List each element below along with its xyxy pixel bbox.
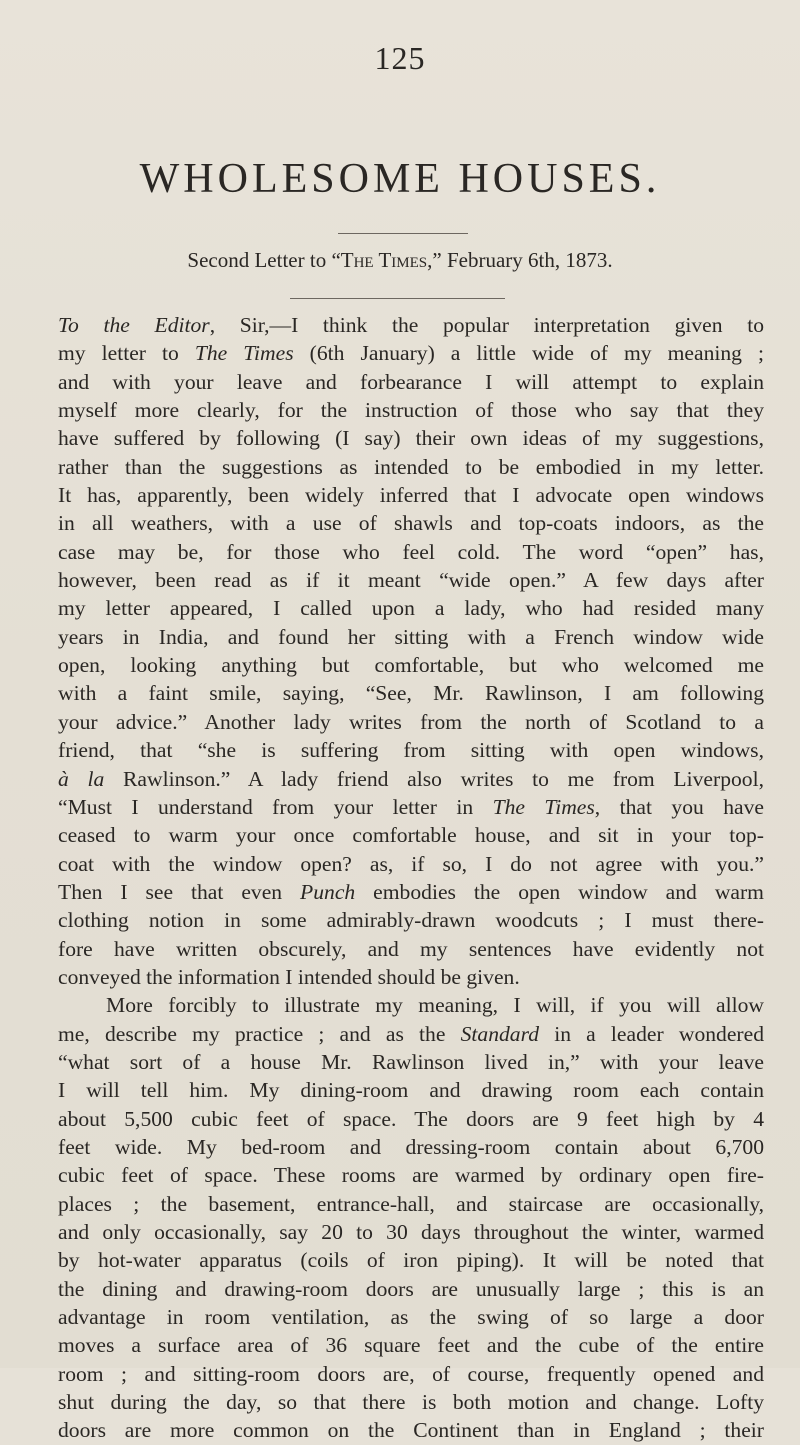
text-line: conveyed the information I intended should be given. xyxy=(58,964,520,989)
letter-subtitle xyxy=(0,248,800,273)
text-line: about 5,500 cubic feet of space. The doors are 9 feet high by 4 xyxy=(58,1106,764,1131)
text-line: doors are more common on the Continent than in England ; their xyxy=(58,1418,764,1443)
text-line: case may be, for those who feel cold. The word “open” has, xyxy=(58,539,764,564)
text-line: More forcibly to illustrate my meaning, I will, if you will allow xyxy=(106,993,764,1018)
text-line: myself more clearly, for the instruction of those who say that they xyxy=(58,398,764,423)
text-line: the dining and drawing-room doors are unusually large ; this is an xyxy=(58,1276,764,1301)
text-line: rather than the suggestions as intended to be embodied in my letter. xyxy=(58,454,764,479)
divider-bottom xyxy=(290,298,505,299)
text-line: years in India, and found her sitting with a French window wide xyxy=(58,624,764,649)
text-line: places ; the basement, entrance-hall, and staircase are occasionally, xyxy=(58,1191,764,1216)
paragraph-1 xyxy=(58,311,764,991)
paragraph-2 xyxy=(58,991,764,1445)
subtitle-prefix: Second Letter to “ xyxy=(187,248,341,272)
text-line: open, looking anything but comfortable, but who welcomed me xyxy=(58,653,764,678)
text-line: coat with the window open? as, if so, I do not agree with you.” xyxy=(58,851,764,876)
text-line: advantage in room ventilation, as the swing of so large a door xyxy=(58,1305,764,1330)
text-line: me, describe my practice ; and as the Standard in a leader wondered xyxy=(58,1021,764,1046)
text-line: with a faint smile, saying, “See, Mr. Rawlinson, I am following xyxy=(58,681,764,706)
text-line: your advice.” Another lady writes from the north of Scotland to a xyxy=(58,709,764,734)
text-line: à la Rawlinson.” A lady friend also writes to me from Liverpool, xyxy=(58,766,764,791)
text-line: shut during the day, so that there is both motion and change. Lofty xyxy=(58,1390,764,1415)
text-line: however, been read as if it meant “wide open.” A few days after xyxy=(58,568,764,593)
text-line: “Must I understand from your letter in The Times, that you have xyxy=(58,794,764,819)
text-line: my letter appeared, I called upon a lady, who had resided many xyxy=(58,596,764,621)
text-line: ceased to warm your once comfortable house, and sit in your top- xyxy=(58,823,764,848)
chapter-heading: WHOLESOME HOUSES. xyxy=(139,156,661,202)
text-line: Then I see that even Punch embodies the open window and warm xyxy=(58,879,764,904)
text-line: my letter to The Times (6th January) a little wide of my meaning ; xyxy=(58,341,764,366)
text-line: room ; and sitting-room doors are, of course, frequently opened and xyxy=(58,1361,764,1386)
text-line: and with your leave and forbearance I will attempt to explain xyxy=(58,369,764,394)
text-line: and only occasionally, say 20 to 30 days throughout the winter, warmed xyxy=(58,1220,764,1244)
subtitle-paper-name: The Times xyxy=(340,248,428,272)
text-line: by hot-water apparatus (coils of iron piping). It will be noted that xyxy=(58,1248,764,1273)
subtitle-suffix: ,” February 6th, 1873. xyxy=(427,248,613,272)
text-line: I will tell him. My dining-room and drawing room each contain xyxy=(58,1078,764,1103)
text-line: in all weathers, with a use of shawls and top-coats indoors, as the xyxy=(58,511,764,536)
text-line: friend, that “she is suffering from sitting with open windows, xyxy=(58,738,764,763)
text-line: clothing notion in some admirably-drawn woodcuts ; I must there- xyxy=(58,908,764,933)
text-line: cubic feet of space. These rooms are warmed by ordinary open fire- xyxy=(58,1163,764,1188)
divider-top xyxy=(338,233,468,234)
page-number: 125 xyxy=(374,40,426,76)
text-line: To the Editor, Sir,—I think the popular interpretation given to xyxy=(58,313,765,337)
text-line: feet wide. My bed-room and dressing-room contain about 6,700 xyxy=(58,1134,764,1159)
text-line: “what sort of a house Mr. Rawlinson lived in,” with your leave xyxy=(58,1049,764,1074)
text-line: have suffered by following (I say) their own ideas of my suggestions, xyxy=(58,426,764,451)
text-line: moves a surface area of 36 square feet and the cube of the entire xyxy=(58,1333,764,1358)
text-line: It has, apparently, been widely inferred that I advocate open windows xyxy=(58,483,764,508)
text-line: fore have written obscurely, and my sentences have evidently not xyxy=(58,936,764,961)
letter-body xyxy=(58,311,764,1445)
